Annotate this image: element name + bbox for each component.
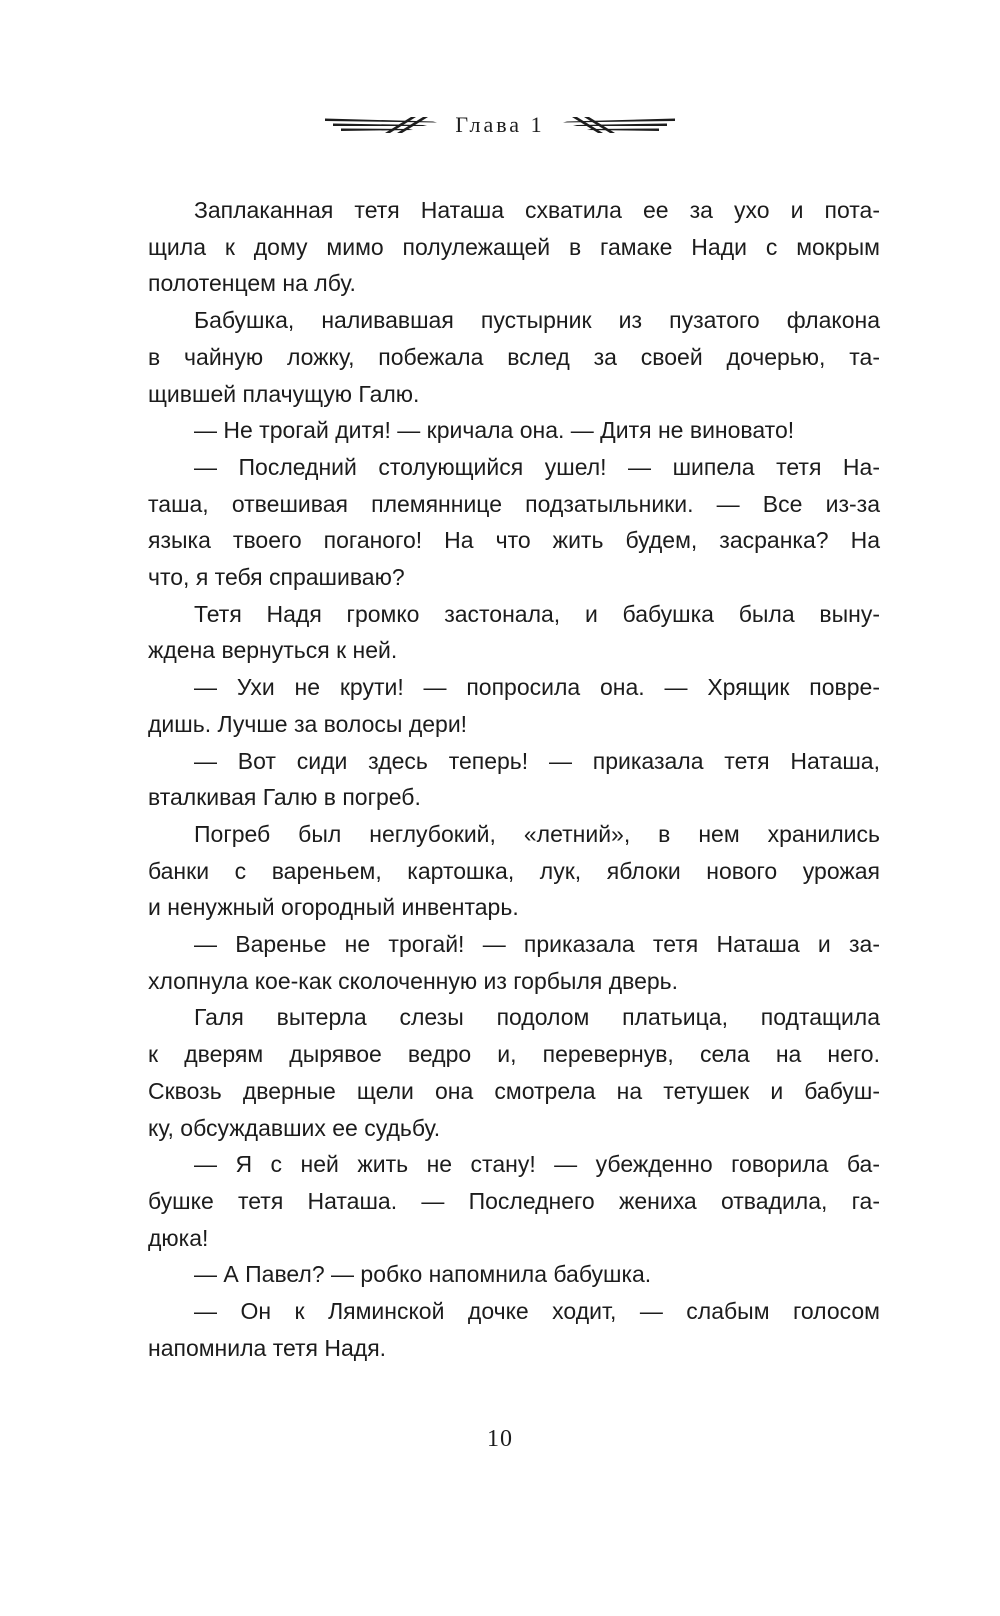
chapter-header [0,112,1000,138]
text-line: к дверям дырявое ведро и, перевернув, села на него. [148,1041,880,1068]
text-line: дишь. Лучше за волосы дери! [148,710,468,737]
text-line: банки с вареньем, картошка, лук, яблоки нового урожая [148,857,880,884]
text-line: Галя вытерла слезы подолом платьица, подтащила [194,1004,880,1031]
text-line: Сквозь дверные щели она смотрела на тетушек и бабуш- [148,1077,880,1104]
text-line: Тетя Надя громко застонала, и бабушка была выну- [194,600,880,627]
paragraph [148,1293,880,1366]
text-line: щила к дому мимо полулежащей в гамаке Нади с мокрым [148,233,880,260]
text-line: таша, отвешивая племяннице подзатыльники. — Все из-за [148,490,880,517]
text-line: ждена вернуться к ней. [148,637,398,664]
text-block [148,192,880,1367]
paragraph [148,192,880,302]
text-line: Погреб был неглубокий, «летний», в нем хранились [194,820,880,847]
text-line: напомнила тетя Надя. [148,1334,387,1361]
text-line: — Не трогай дитя! — кричала она. — Дитя не виновато! [194,417,795,444]
text-line: полотенцем на лбу. [148,270,356,297]
text-line: в чайную ложку, побежала вслед за своей дочерью, та- [148,343,880,370]
text-line: бушке тетя Наташа. — Последнего жениха отвадила, га- [148,1187,880,1214]
page-number: 10 [487,1426,513,1452]
paragraph [148,926,880,999]
paragraph [148,412,880,449]
chapter-ornament-left-icon [325,116,437,134]
paragraph [148,999,880,1146]
text-line: — Варенье не трогай! — приказала тетя Наташа и за- [194,931,880,958]
paragraph [148,1146,880,1256]
text-line: — Ухи не крути! — попросила она. — Хрящик повре- [194,674,880,701]
text-line: Бабушка, наливавшая пустырник из пузатого флакона [194,307,880,334]
text-line: — Последний столующийся ушел! — шипела тетя На- [194,453,880,480]
text-line: — Я с ней жить не стану! — убежденно говорила ба- [194,1151,880,1178]
chapter-title: Глава 1 [455,112,545,137]
paragraph [148,596,880,669]
text-line: — Вот сиди здесь теперь! — приказала тетя Наташа, [194,747,880,774]
text-line: языка твоего поганого! На что жить будем, засранка? На [148,527,880,554]
text-line: дюка! [148,1224,209,1251]
paragraph [148,449,880,596]
text-line: — Он к Ляминской дочке ходит, — слабым голосом [194,1298,880,1325]
paragraph [148,1256,880,1293]
text-line: вталкивая Галю в погреб. [148,784,421,811]
text-line: — А Павел? — робко напомнила бабушка. [194,1261,652,1288]
paragraph [148,743,880,816]
text-line: Заплаканная тетя Наташа схватила ее за ухо и пота- [194,197,880,223]
chapter-ornament-right-icon [563,116,675,134]
paragraph [148,302,880,412]
text-line: хлопнула кое-как сколоченную из горбыля дверь. [148,967,679,994]
text-line: что, я тебя спрашиваю? [148,564,405,591]
text-line: ку, обсуждавших ее судьбу. [148,1114,441,1141]
text-line: и ненужный огородный инвентарь. [148,894,519,921]
paragraph [148,816,880,926]
text-line: щившей плачущую Галю. [148,380,420,407]
paragraph [148,669,880,742]
